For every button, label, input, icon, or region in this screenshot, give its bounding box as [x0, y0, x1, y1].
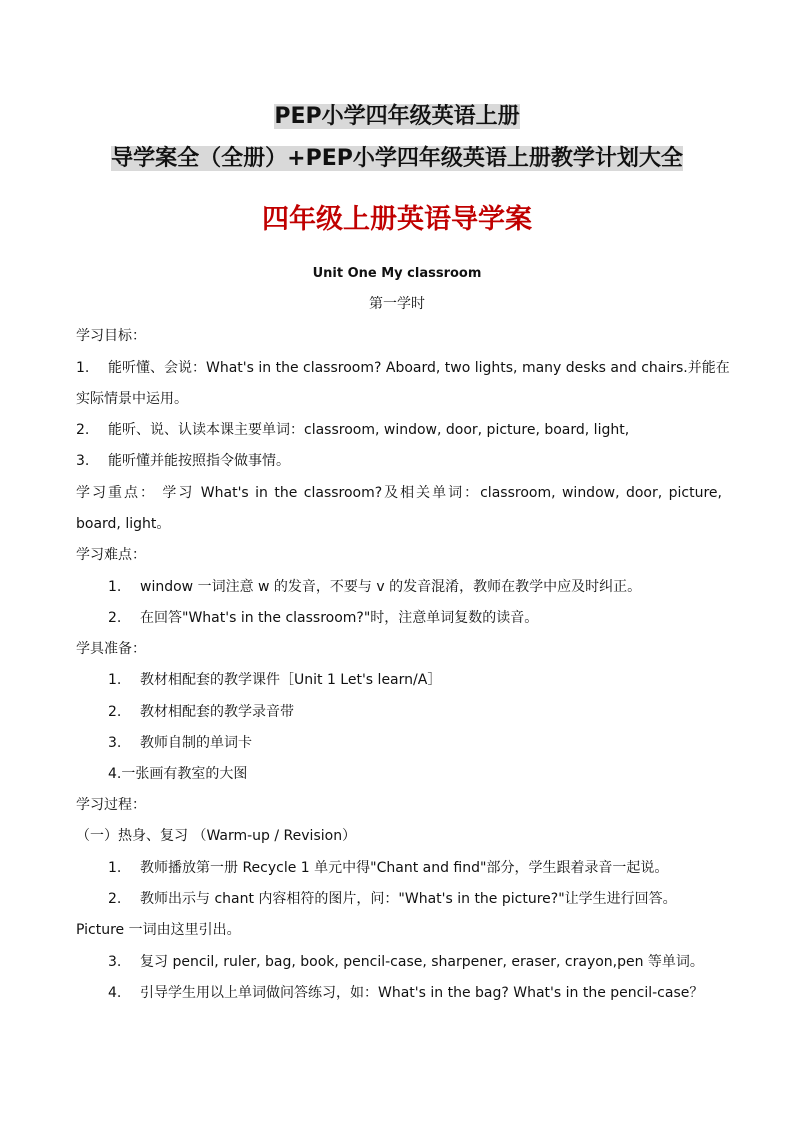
process-item-2: 2. 教师出示与 chant 内容相符的图片，问："What's in the picture?"让学生进行回答。 — [108, 891, 677, 907]
material-item-1: 1. 教材相配套的教学课件［Unit 1 Let's learn/A］ — [108, 672, 442, 688]
key-points-cont: board, light。 — [76, 516, 171, 532]
material-item-3: 3. 教师自制的单词卡 — [108, 735, 252, 751]
doc-title-line2: 导学案全（全册）+PEP小学四年级英语上册教学计划大全 — [111, 146, 683, 171]
difficulty-item-2: 2. 在回答"What's in the classroom?"时，注意单词复数的读音。 — [108, 610, 539, 626]
objective-item-3: 3. 能听懂并能按照指令做事情。 — [76, 453, 290, 469]
difficulty-item-1: 1. window 一词注意 w 的发音，不要与 v 的发音混淆，教师在教学中应及时纠正。 — [108, 579, 642, 595]
objective-item-1: 1. 能听懂、会说：What's in the classroom? Aboard, two lights, many desks and chairs.并能在 — [76, 360, 730, 376]
process-section-1: （一）热身、复习 （Warm-up / Revision） — [76, 828, 357, 844]
lesson-label: 第一学时 — [369, 296, 425, 312]
process-item-3: 3. 复习 pencil, ruler, bag, book, pencil-case, sharpener, eraser, crayon,pen 等单词。 — [108, 954, 704, 970]
objective-item-1-cont: 实际情景中运用。 — [76, 391, 188, 407]
doc-title-line1: PEP小学四年级英语上册 — [274, 104, 520, 129]
main-title: 四年级上册英语导学案 — [262, 204, 532, 235]
process-item-2-cont: Picture 一词由这里引出。 — [76, 922, 241, 938]
key-points: 学习重点： 学习 What's in the classroom?及相关单词：classroom, window, door, picture, — [76, 485, 722, 501]
difficulties-heading: 学习难点： — [76, 547, 146, 563]
process-item-1: 1. 教师播放第一册 Recycle 1 单元中得"Chant and find"部分，学生跟着录音一起说。 — [108, 860, 669, 876]
objectives-heading: 学习目标： — [76, 328, 146, 344]
unit-title: Unit One My classroom — [312, 266, 482, 281]
process-heading: 学习过程： — [76, 797, 146, 813]
material-item-4: 4.一张画有教室的大图 — [108, 766, 248, 782]
material-item-2: 2. 教材相配套的教学录音带 — [108, 704, 294, 720]
process-item-4: 4. 引导学生用以上单词做问答练习，如：What's in the bag? What's in the pencil-case？ — [108, 985, 704, 1001]
materials-heading: 学具准备： — [76, 641, 146, 657]
objective-item-2: 2. 能听、说、认读本课主要单词：classroom, window, door, picture, board, light, — [76, 422, 630, 438]
